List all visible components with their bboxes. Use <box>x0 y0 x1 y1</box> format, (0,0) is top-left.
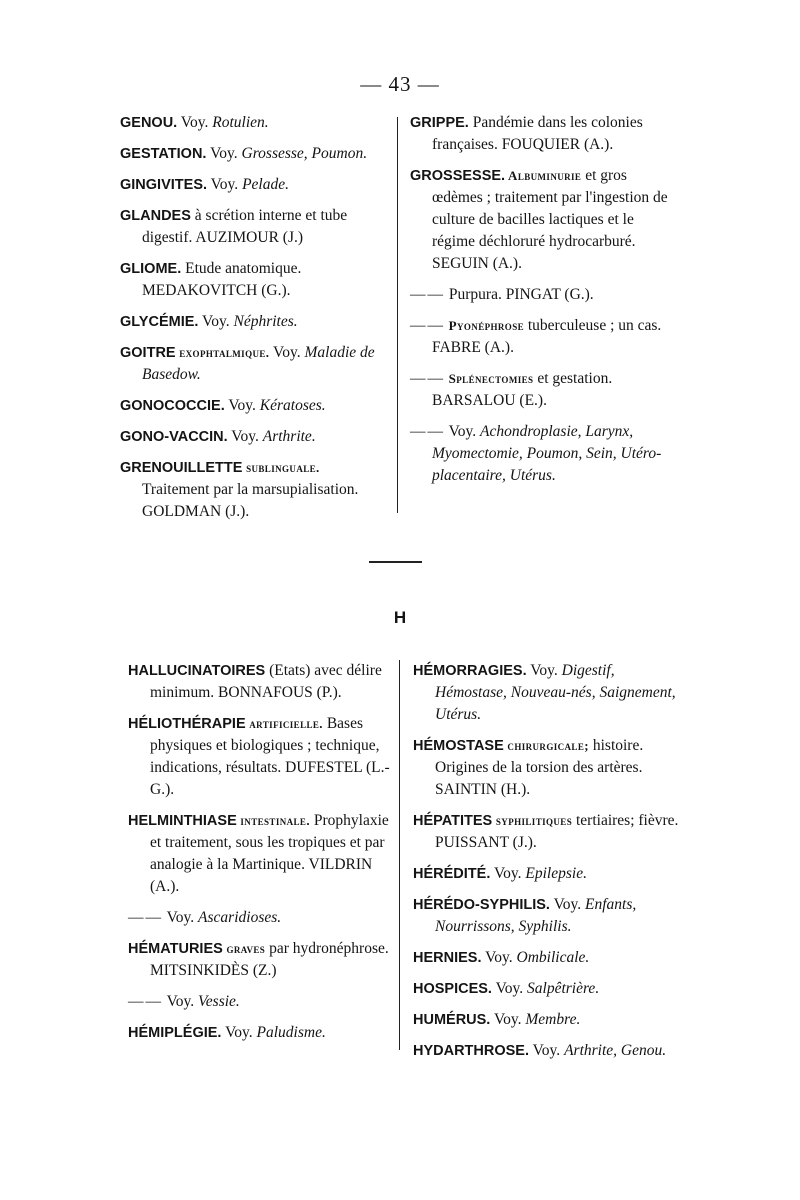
entry-text: Voy. <box>206 145 242 162</box>
index-entry <box>128 810 390 898</box>
section-letter: H <box>393 608 407 627</box>
entry-heading: GLYCÉMIE. <box>120 314 199 330</box>
entry-qualifier: graves <box>222 941 266 956</box>
index-entry <box>128 1022 390 1044</box>
entry-reference: Membre. <box>525 1011 581 1028</box>
entry-text: (Etats) avec délire minimum. BONNAFOUS (P.). <box>150 662 382 701</box>
entry-qualifier: chirurgicale; <box>503 738 589 753</box>
index-entry <box>413 863 683 885</box>
entry-text: Voy. <box>529 1042 565 1059</box>
entry-text: Voy. <box>224 397 260 414</box>
entry-text: Voy. <box>269 344 305 361</box>
entry-text: Traitement par la marsupialisation. GOLDMAN (J.). <box>142 481 359 520</box>
index-entry <box>128 991 390 1013</box>
entry-heading: GROSSESSE. <box>410 168 506 184</box>
index-entry <box>413 1009 683 1031</box>
entry-text: Voy. <box>549 896 586 913</box>
entry-heading: GRIPPE. <box>410 115 469 131</box>
entry-reference: Epilepsie. <box>525 865 587 882</box>
index-entry <box>410 165 678 275</box>
entry-heading: HUMÉRUS. <box>413 1012 491 1028</box>
entry-text: Voy. <box>198 313 234 330</box>
entry-reference: Enfants, Nourrissons, Syphilis. <box>435 896 637 935</box>
index-entry <box>120 342 390 386</box>
entry-heading: GRENOUILLETTE <box>120 460 243 476</box>
page-number: — 43 — <box>360 72 440 96</box>
entry-heading: HELMINTHIASE <box>128 813 237 829</box>
entry-heading: GLANDES <box>120 208 191 224</box>
entry-qualifier: Pyonéphrose <box>445 318 524 333</box>
index-entry <box>120 258 390 302</box>
entry-reference: Rotulien. <box>212 114 269 131</box>
column-g-right <box>410 112 678 496</box>
entry-heading: GOITRE <box>120 345 176 361</box>
index-entry <box>128 713 390 801</box>
entry-reference: Arthrite. <box>262 428 316 445</box>
index-entry <box>128 660 390 704</box>
entry-text: Voy. <box>481 949 517 966</box>
column-h-left <box>128 660 390 1053</box>
entry-qualifier: Albuminurie <box>505 168 582 183</box>
entry-repeat-dash: —— <box>128 909 163 926</box>
entry-heading: HERNIES. <box>413 950 482 966</box>
entry-text: Pandémie dans les colonies françaises. FOUQUIER (A.). <box>432 114 643 153</box>
section-divider <box>369 561 422 563</box>
entry-repeat-dash: —— <box>410 317 445 334</box>
entry-reference: Ombilicale. <box>516 949 590 966</box>
index-entry <box>120 205 390 249</box>
entry-heading: GENOU. <box>120 115 178 131</box>
entry-text: Voy. <box>491 980 528 997</box>
entry-reference: Salpêtrière. <box>527 980 600 997</box>
entry-text: Voy. <box>227 428 263 445</box>
entry-heading: HÉLIOTHÉRAPIE <box>128 716 246 732</box>
entry-heading: HÉPATITES <box>413 813 493 829</box>
entry-repeat-dash: —— <box>410 423 445 440</box>
entry-repeat-dash: —— <box>128 993 163 1010</box>
index-entry <box>410 368 678 412</box>
entry-heading: HÉMOSTASE <box>413 738 504 754</box>
entry-text: tuberculeuse ; un cas. FABRE (A.). <box>432 317 662 356</box>
entry-text: Voy. <box>445 423 481 440</box>
entry-reference: Vessie. <box>198 993 240 1010</box>
entry-heading: HÉMORRAGIES. <box>413 663 527 679</box>
entry-heading: GLIOME. <box>120 261 182 277</box>
index-entry <box>120 457 390 523</box>
entry-text: à scrétion interne et tube digestif. AUZIMOUR (J.) <box>142 207 348 246</box>
entry-qualifier: syphilitiques <box>492 813 573 828</box>
index-entry <box>120 426 390 448</box>
entry-heading: GONOCOCCIE. <box>120 398 225 414</box>
entry-text: Voy. <box>177 114 213 131</box>
entry-reference: Paludisme. <box>256 1024 326 1041</box>
entry-reference: Achondroplasie, Larynx, Myomectomie, Poumon, Sein, Utéro-placentaire, Utérus. <box>432 423 662 484</box>
index-entry <box>413 660 683 726</box>
index-entry <box>410 284 678 306</box>
entry-text: et gestation. BARSALOU (E.). <box>432 370 613 409</box>
index-entry <box>413 735 683 801</box>
entry-text: par hydronéphrose. MITSINKIDÈS (Z.) <box>150 940 389 979</box>
entry-heading: GONO-VACCIN. <box>120 429 228 445</box>
entry-reference: Arthrite, Genou. <box>564 1042 667 1059</box>
entry-reference: Pelade. <box>242 176 289 193</box>
entry-heading: GINGIVITES. <box>120 177 208 193</box>
entry-qualifier: sublinguale. <box>242 460 320 475</box>
entry-text: Voy. <box>221 1024 257 1041</box>
column-divider-bottom <box>399 660 400 1050</box>
entry-qualifier: intestinale. <box>236 813 310 828</box>
entry-reference: Maladie de Basedow. <box>142 344 375 383</box>
index-entry <box>410 315 678 359</box>
entry-heading: GESTATION. <box>120 146 207 162</box>
entry-qualifier: artificielle. <box>245 716 323 731</box>
entry-text: Voy. <box>163 909 199 926</box>
entry-text: Voy. <box>490 865 526 882</box>
entry-text: Bases physiques et biologiques ; technique, indications, résultats. DUFESTEL (L.-G.). <box>150 715 390 798</box>
column-h-right <box>413 660 683 1071</box>
index-entry <box>410 421 678 487</box>
entry-heading: HÉRÉDITÉ. <box>413 866 491 882</box>
entry-text: Purpura. PINGAT (G.). <box>445 286 594 303</box>
index-entry <box>128 938 390 982</box>
entry-text: Voy. <box>207 176 243 193</box>
entry-text: Voy. <box>490 1011 526 1028</box>
entry-heading: HOSPICES. <box>413 981 492 997</box>
index-entry <box>120 174 390 196</box>
index-entry <box>410 112 678 156</box>
entry-repeat-dash: —— <box>410 370 445 387</box>
entry-text: histoire. Origines de la torsion des artères. SAINTIN (H.). <box>435 737 644 798</box>
entry-heading: HYDARTHROSE. <box>413 1043 530 1059</box>
entry-qualifier: Splénectomies <box>445 371 534 386</box>
entry-qualifier: exophtalmique. <box>175 345 270 360</box>
entry-reference: Digestif, Hémostase, Nouveau-nés, Saignement, Utérus. <box>435 662 676 723</box>
index-entry <box>413 978 683 1000</box>
index-entry <box>413 894 683 938</box>
index-entry <box>413 947 683 969</box>
column-g-left <box>120 112 390 532</box>
entry-reference: Néphrites. <box>233 313 298 330</box>
entry-text: Prophylaxie et traitement, sous les tropiques et par analogie à la Martinique. VILDRIN (A.). <box>150 812 389 895</box>
entry-text: Voy. <box>526 662 562 679</box>
index-entry <box>120 143 390 165</box>
entry-text: Etude anatomique. MEDAKOVITCH (G.). <box>142 260 302 299</box>
entry-repeat-dash: —— <box>410 286 445 303</box>
entry-text: Voy. <box>163 993 199 1010</box>
column-divider-top <box>397 117 398 513</box>
entry-heading: HÉMATURIES <box>128 941 223 957</box>
entry-heading: HÉRÉDO-SYPHILIS. <box>413 897 550 913</box>
index-entry <box>413 1040 683 1062</box>
index-entry <box>413 810 683 854</box>
entry-reference: Kératoses. <box>259 397 326 414</box>
index-entry <box>120 112 390 134</box>
entry-heading: HÉMIPLÉGIE. <box>128 1025 222 1041</box>
index-entry <box>120 311 390 333</box>
entry-text: et gros œdèmes ; traitement par l'ingestion de culture de bacilles lactiques et le régime déchloruré hydrocarburé. SEGUIN (A.). <box>432 167 668 272</box>
index-entry <box>120 395 390 417</box>
entry-text: tertiaires; fièvre. PUISSANT (J.). <box>435 812 679 851</box>
entry-reference: Ascaridioses. <box>198 909 282 926</box>
index-entry <box>128 907 390 929</box>
entry-heading: HALLUCINATOIRES <box>128 663 266 679</box>
entry-reference: Grossesse, Poumon. <box>241 145 368 162</box>
